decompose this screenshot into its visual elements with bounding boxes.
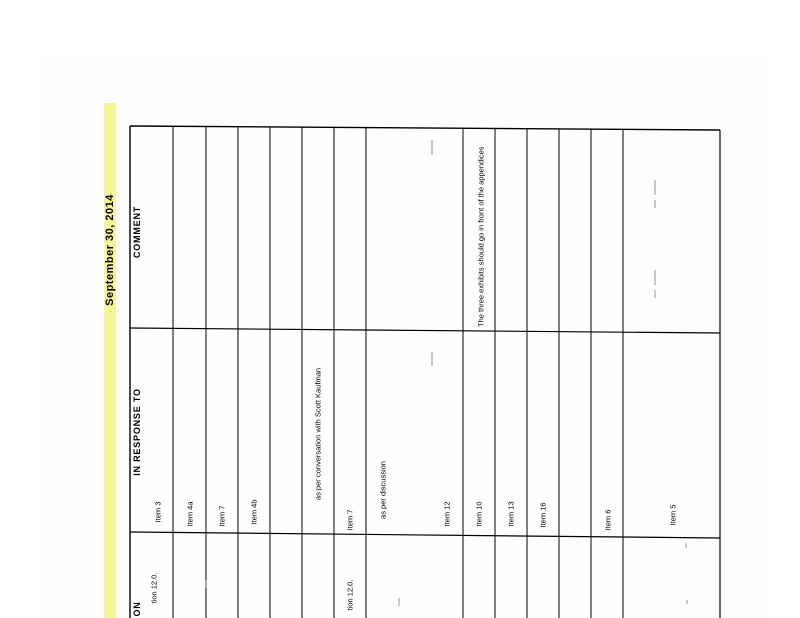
row-1-response: Item 3 — [153, 501, 163, 523]
row-8-response: as per discussion — [378, 461, 388, 519]
document-date: September 30, 2014 — [104, 194, 116, 306]
row-10-comment: The three exhibits should go in front of the appendices — [476, 146, 486, 327]
row-10-response: Item 10 — [474, 501, 484, 527]
row-2-response: Item 4a — [185, 501, 195, 527]
header-in-response-to: IN RESPONSE TO — [132, 388, 142, 476]
row-4-response: Item 4b — [249, 499, 259, 525]
row-3-response: Item 7 — [217, 505, 227, 527]
row-7-section: tion 12.0. — [345, 579, 355, 611]
row-15-response: Item 5 — [668, 504, 678, 526]
row-12-response: Item 16 — [538, 502, 548, 528]
header-section: ON — [132, 601, 142, 617]
row-14-response: Item 6 — [603, 509, 613, 531]
row-11-response: Item 13 — [506, 501, 516, 527]
row-1-section: tion 12.0. — [149, 572, 159, 604]
row-6-response: as per conversation with Scott Kaufman — [313, 367, 323, 501]
row-7-response: Item 7 — [345, 509, 355, 531]
header-comment: COMMENT — [132, 205, 142, 259]
row-9-response: Item 12 — [442, 501, 452, 527]
